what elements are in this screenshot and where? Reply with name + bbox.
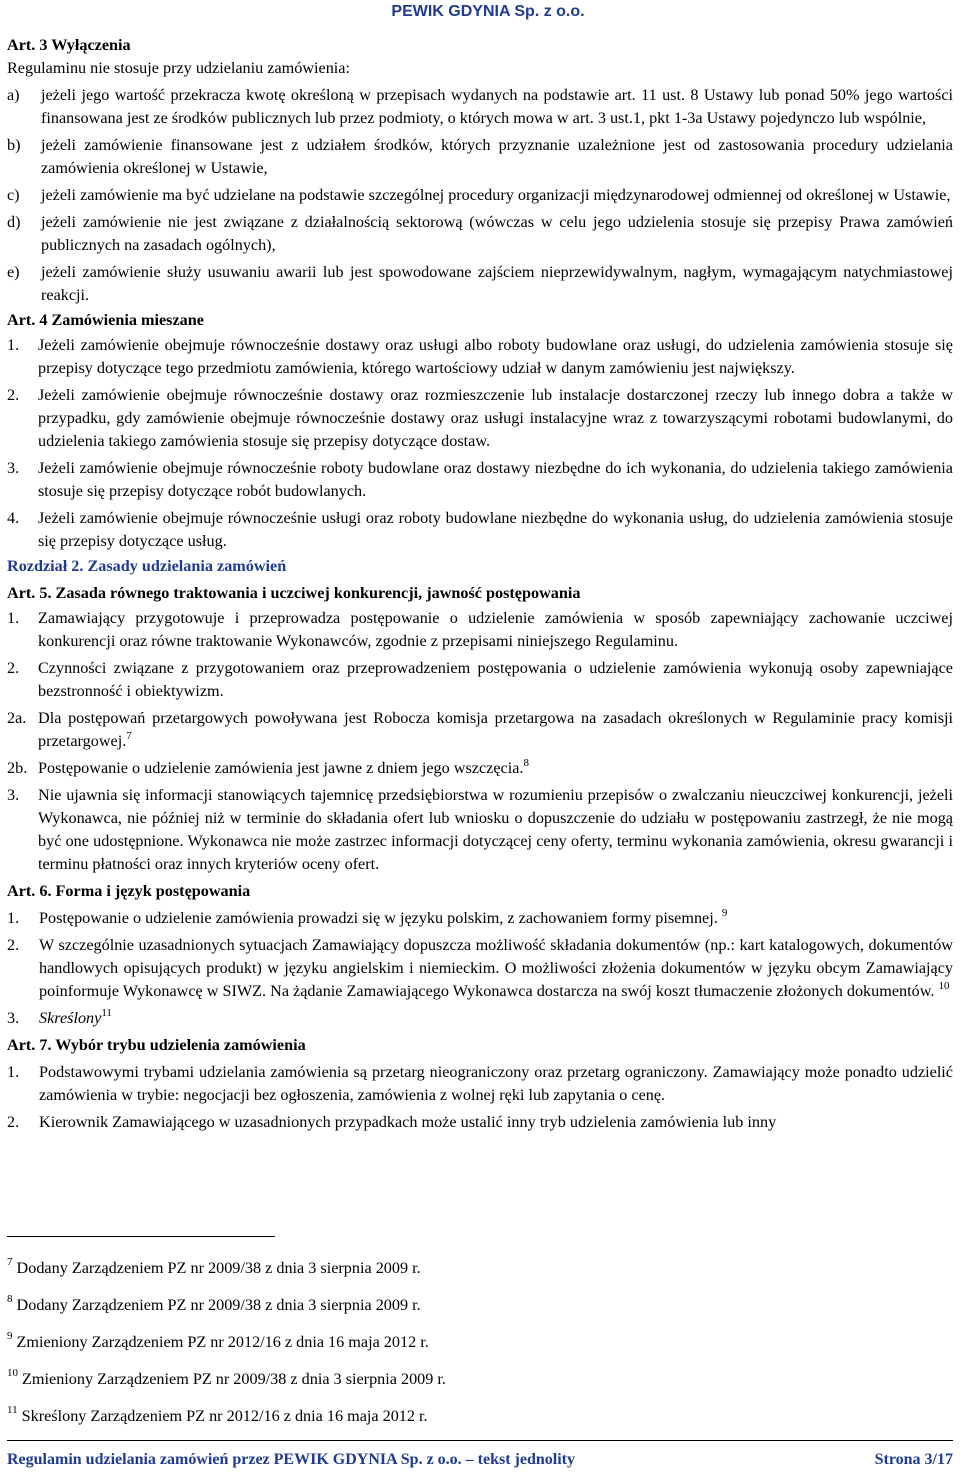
art7-list	[7, 1061, 953, 1134]
footnote-ref: 9	[721, 907, 728, 919]
item-label: 2.	[7, 386, 20, 404]
footnote-ref: 10	[938, 980, 950, 992]
item-label: 3.	[7, 1009, 20, 1027]
item-label: a)	[7, 86, 20, 104]
item-label: 1.	[7, 1063, 20, 1081]
item-text: Jeżeli zamówienie obejmuje równocześnie dostawy oraz usługi albo roboty budowlane oraz usługi, do udzielenia zamówienia stosuje się przepisy dotyczące tego przedmiotu zamówienia, którego wartościowy udział w danym zamówieniu jest największy.	[38, 336, 953, 377]
art7-title: Art. 7. Wybór trybu udzielenia zamówienia	[7, 1036, 306, 1054]
item-text	[38, 757, 953, 780]
footer-page-number: Strona 3/17	[874, 1451, 953, 1468]
list-item	[7, 707, 953, 753]
item-text: jeżeli zamówienie ma być udzielane na podstawie szczególnej procedury organizacji międzynarodowej odmiennej od określonej w Ustawie,	[41, 186, 951, 204]
list-item	[7, 1111, 953, 1134]
footnote-number: 10	[7, 1367, 18, 1379]
item-body: Skreślony	[39, 1009, 102, 1027]
list-item	[7, 261, 953, 307]
item-body: Postępowanie o udzielenie zamówienia prowadzi się w języku polskim, z zachowaniem formy pisemnej.	[39, 909, 718, 927]
footnote-text: Zmieniony Zarządzeniem PZ nr 2009/38 z dnia 3 sierpnia 2009 r.	[22, 1370, 446, 1388]
item-body: W szczególnie uzasadnionych sytuacjach Zamawiający dopuszcza możliwość składania dokumentów (np.: kart katalogowych, dokumentów handlowych opisujących produkt) w języku angielskim i niemieckim. O możliwości złożenia dokumentów w języku obcym Zamawiający poinformuje Wykonawcę w SIWZ. Na żądanie Zamawiającego Wykonawca dostarcza na swój koszt tłumaczenie złożonych dokumentów.	[39, 936, 953, 1000]
item-text	[39, 934, 953, 1003]
list-item	[7, 1007, 953, 1030]
footnote	[7, 1257, 947, 1280]
footnote-number: 7	[7, 1256, 13, 1268]
item-text: Jeżeli zamówienie obejmuje równocześnie dostawy oraz rozmieszczenie lub instalacje dostarczonej rzeczy lub innego dobra a także w przypadku, gdy zamówienie obejmuje równocześnie dostawy oraz usługi instalacyjne wraz z towarzyszącymi robotami budowlanymi, do udzielenia takiego zamówienia stosuje się przepisy dotyczące dostaw.	[38, 386, 953, 450]
art3-title: Art. 3 Wyłączenia	[7, 36, 131, 54]
list-item	[7, 934, 953, 1003]
list-item	[7, 907, 953, 930]
item-label: e)	[7, 263, 20, 281]
item-label: b)	[7, 136, 21, 154]
list-item	[7, 1061, 953, 1107]
header-company-name: PEWIK GDYNIA Sp. z o.o.	[391, 3, 585, 20]
list-item	[7, 657, 953, 703]
footnote-ref: 11	[101, 1007, 112, 1019]
footnote-number: 9	[7, 1330, 13, 1342]
footnotes	[7, 1257, 947, 1442]
footnote	[7, 1294, 947, 1317]
art5-title: Art. 5. Zasada równego traktowania i uczciwej konkurencji, jawność postępowania	[7, 584, 581, 602]
item-text: Nie ujawnia się informacji stanowiących tajemnicę przedsiębiorstwa w rozumieniu przepisów o zwalczaniu nieuczciwej konkurencji, jeżeli Wykonawca, nie później niż w terminie do składania ofert lub wniosku o dopuszczenie do udziału w postępowaniu zastrzegł, że nie mogą być one udostępnione. Wykonawca nie może zastrzec informacji dotyczącej ceny oferty, terminu wykonania zamówienia, okresu gwarancji i terminu płatności oraz innych kryteriów oceny ofert.	[38, 786, 953, 873]
item-label: 3.	[7, 786, 20, 804]
item-label: 4.	[7, 509, 20, 527]
item-text: Jeżeli zamówienie obejmuje równocześnie roboty budowlane oraz dostawy niezbędne do ich wykonania, do udzielenia takiego zamówienia stosuje się przepisy dotyczące robót budowlanych.	[38, 459, 953, 500]
footer-document-title: Regulamin udzielania zamówień przez PEWIK GDYNIA Sp. z o.o. – tekst jednolity	[7, 1451, 575, 1468]
item-label: 1.	[7, 336, 20, 354]
art3-list	[7, 84, 953, 307]
document-body	[7, 34, 953, 1134]
art6-list	[7, 907, 953, 1030]
footnote-text: Dodany Zarządzeniem PZ nr 2009/38 z dnia 3 sierpnia 2009 r.	[16, 1259, 421, 1277]
item-label: 2a.	[7, 709, 27, 727]
art4-list	[7, 334, 953, 553]
item-label: 2b.	[7, 759, 28, 777]
footnote-number: 8	[7, 1293, 13, 1305]
page-footer	[7, 1448, 953, 1471]
footnote-ref: 8	[523, 757, 529, 769]
item-label: 3.	[7, 459, 20, 477]
item-text: Kierownik Zamawiającego w uzasadnionych przypadkach może ustalić inny tryb udzielenia zamówienia lub inny	[39, 1113, 777, 1131]
item-text: jeżeli zamówienie finansowane jest z udziałem środków, których przyznanie uzależnione jest od zastosowania procedury udzielania zamówienia określonej w Ustawie,	[41, 136, 953, 177]
art3-intro: Regulaminu nie stosuje przy udzielaniu zamówienia:	[7, 59, 350, 77]
item-text: Jeżeli zamówienie obejmuje równocześnie usługi oraz roboty budowlane niezbędne do wykonania usług, do udzielenia zamówienia stosuje się przepisy dotyczące usług.	[38, 509, 953, 550]
list-item	[7, 784, 953, 876]
item-text: Podstawowymi trybami udzielania zamówienia są przetarg nieograniczony oraz przetarg ograniczony. Zamawiający może ponadto udzielić zamówienia w trybie: negocjacji bez ogłoszenia, zamówienia z wolnej ręki lub zapytania o cenę.	[39, 1063, 953, 1104]
footnote	[7, 1405, 947, 1428]
footer-separator	[7, 1440, 953, 1441]
art5-list	[7, 607, 953, 876]
item-body: Dla postępowań przetargowych powoływana jest Robocza komisja przetargowa na zasadach określonych w Regulaminie pracy komisji przetargowej.	[38, 709, 953, 750]
list-item	[7, 84, 953, 130]
list-item	[7, 184, 953, 207]
footnote	[7, 1368, 947, 1391]
list-item	[7, 211, 953, 257]
item-label: 2.	[7, 1113, 20, 1131]
item-text: Czynności związane z przygotowaniem oraz przeprowadzeniem postępowania o udzielenie zamówienia wykonują osoby zapewniające bezstronność i obiektywizm.	[38, 659, 953, 700]
item-text: jeżeli jego wartość przekracza kwotę określoną w przepisach wydanych na podstawie art. 11 ust. 8 Ustawy lub ponad 50% jego wartości finansowana jest ze środków publicznych lub przez podmioty, o których mowa w art. 3 ust.1, pkt 1-3a Ustawy pojedynczo lub wspólnie,	[41, 86, 953, 127]
list-item	[7, 757, 953, 780]
footnote-text: Zmieniony Zarządzeniem PZ nr 2012/16 z dnia 16 maja 2012 r.	[16, 1333, 429, 1351]
footnote-text: Dodany Zarządzeniem PZ nr 2009/38 z dnia 3 sierpnia 2009 r.	[16, 1296, 421, 1314]
item-text: jeżeli zamówienie służy usuwaniu awarii lub jest spowodowane zajściem nieprzewidywalnym, nagłym, wymagającym natychmiastowej reakcji.	[41, 263, 953, 304]
list-item	[7, 134, 953, 180]
footnote-ref: 7	[126, 730, 132, 742]
footnote	[7, 1331, 947, 1354]
item-body: Postępowanie o udzielenie zamówienia jest jawne z dniem jego wszczęcia.	[38, 759, 524, 777]
footnote-separator	[7, 1236, 275, 1237]
item-label: 1.	[7, 909, 20, 927]
item-text: jeżeli zamówienie nie jest związane z działalnością sektorową (wówczas w celu jego udzielenia stosuje się przepisy Prawa zamówień publicznych na zasadach ogólnych),	[41, 213, 953, 254]
item-text	[38, 707, 953, 753]
item-label: 2.	[7, 659, 20, 677]
art6-title: Art. 6. Forma i język postępowania	[7, 882, 251, 900]
footnote-number: 11	[7, 1404, 18, 1416]
list-item	[7, 457, 953, 503]
item-label: 2.	[7, 936, 20, 954]
chapter-title: Rozdział 2. Zasady udzielania zamówień	[7, 557, 287, 575]
item-label: c)	[7, 186, 20, 204]
item-text	[39, 907, 953, 930]
footnote-text: Skreślony Zarządzeniem PZ nr 2012/16 z dnia 16 maja 2012 r.	[21, 1407, 428, 1425]
item-text	[39, 1007, 953, 1030]
list-item	[7, 334, 953, 380]
art4-title: Art. 4 Zamówienia mieszane	[7, 311, 204, 329]
item-label: 1.	[7, 609, 20, 627]
list-item	[7, 607, 953, 653]
list-item	[7, 384, 953, 453]
item-text: Zamawiający przygotowuje i przeprowadza postępowanie o udzielenie zamówienia w sposób zapewniający zachowanie uczciwej konkurencji oraz równe traktowanie Wykonawców, zgodnie z przepisami niniejszego Regulaminu.	[38, 609, 953, 650]
list-item	[7, 507, 953, 553]
item-label: d)	[7, 213, 21, 231]
